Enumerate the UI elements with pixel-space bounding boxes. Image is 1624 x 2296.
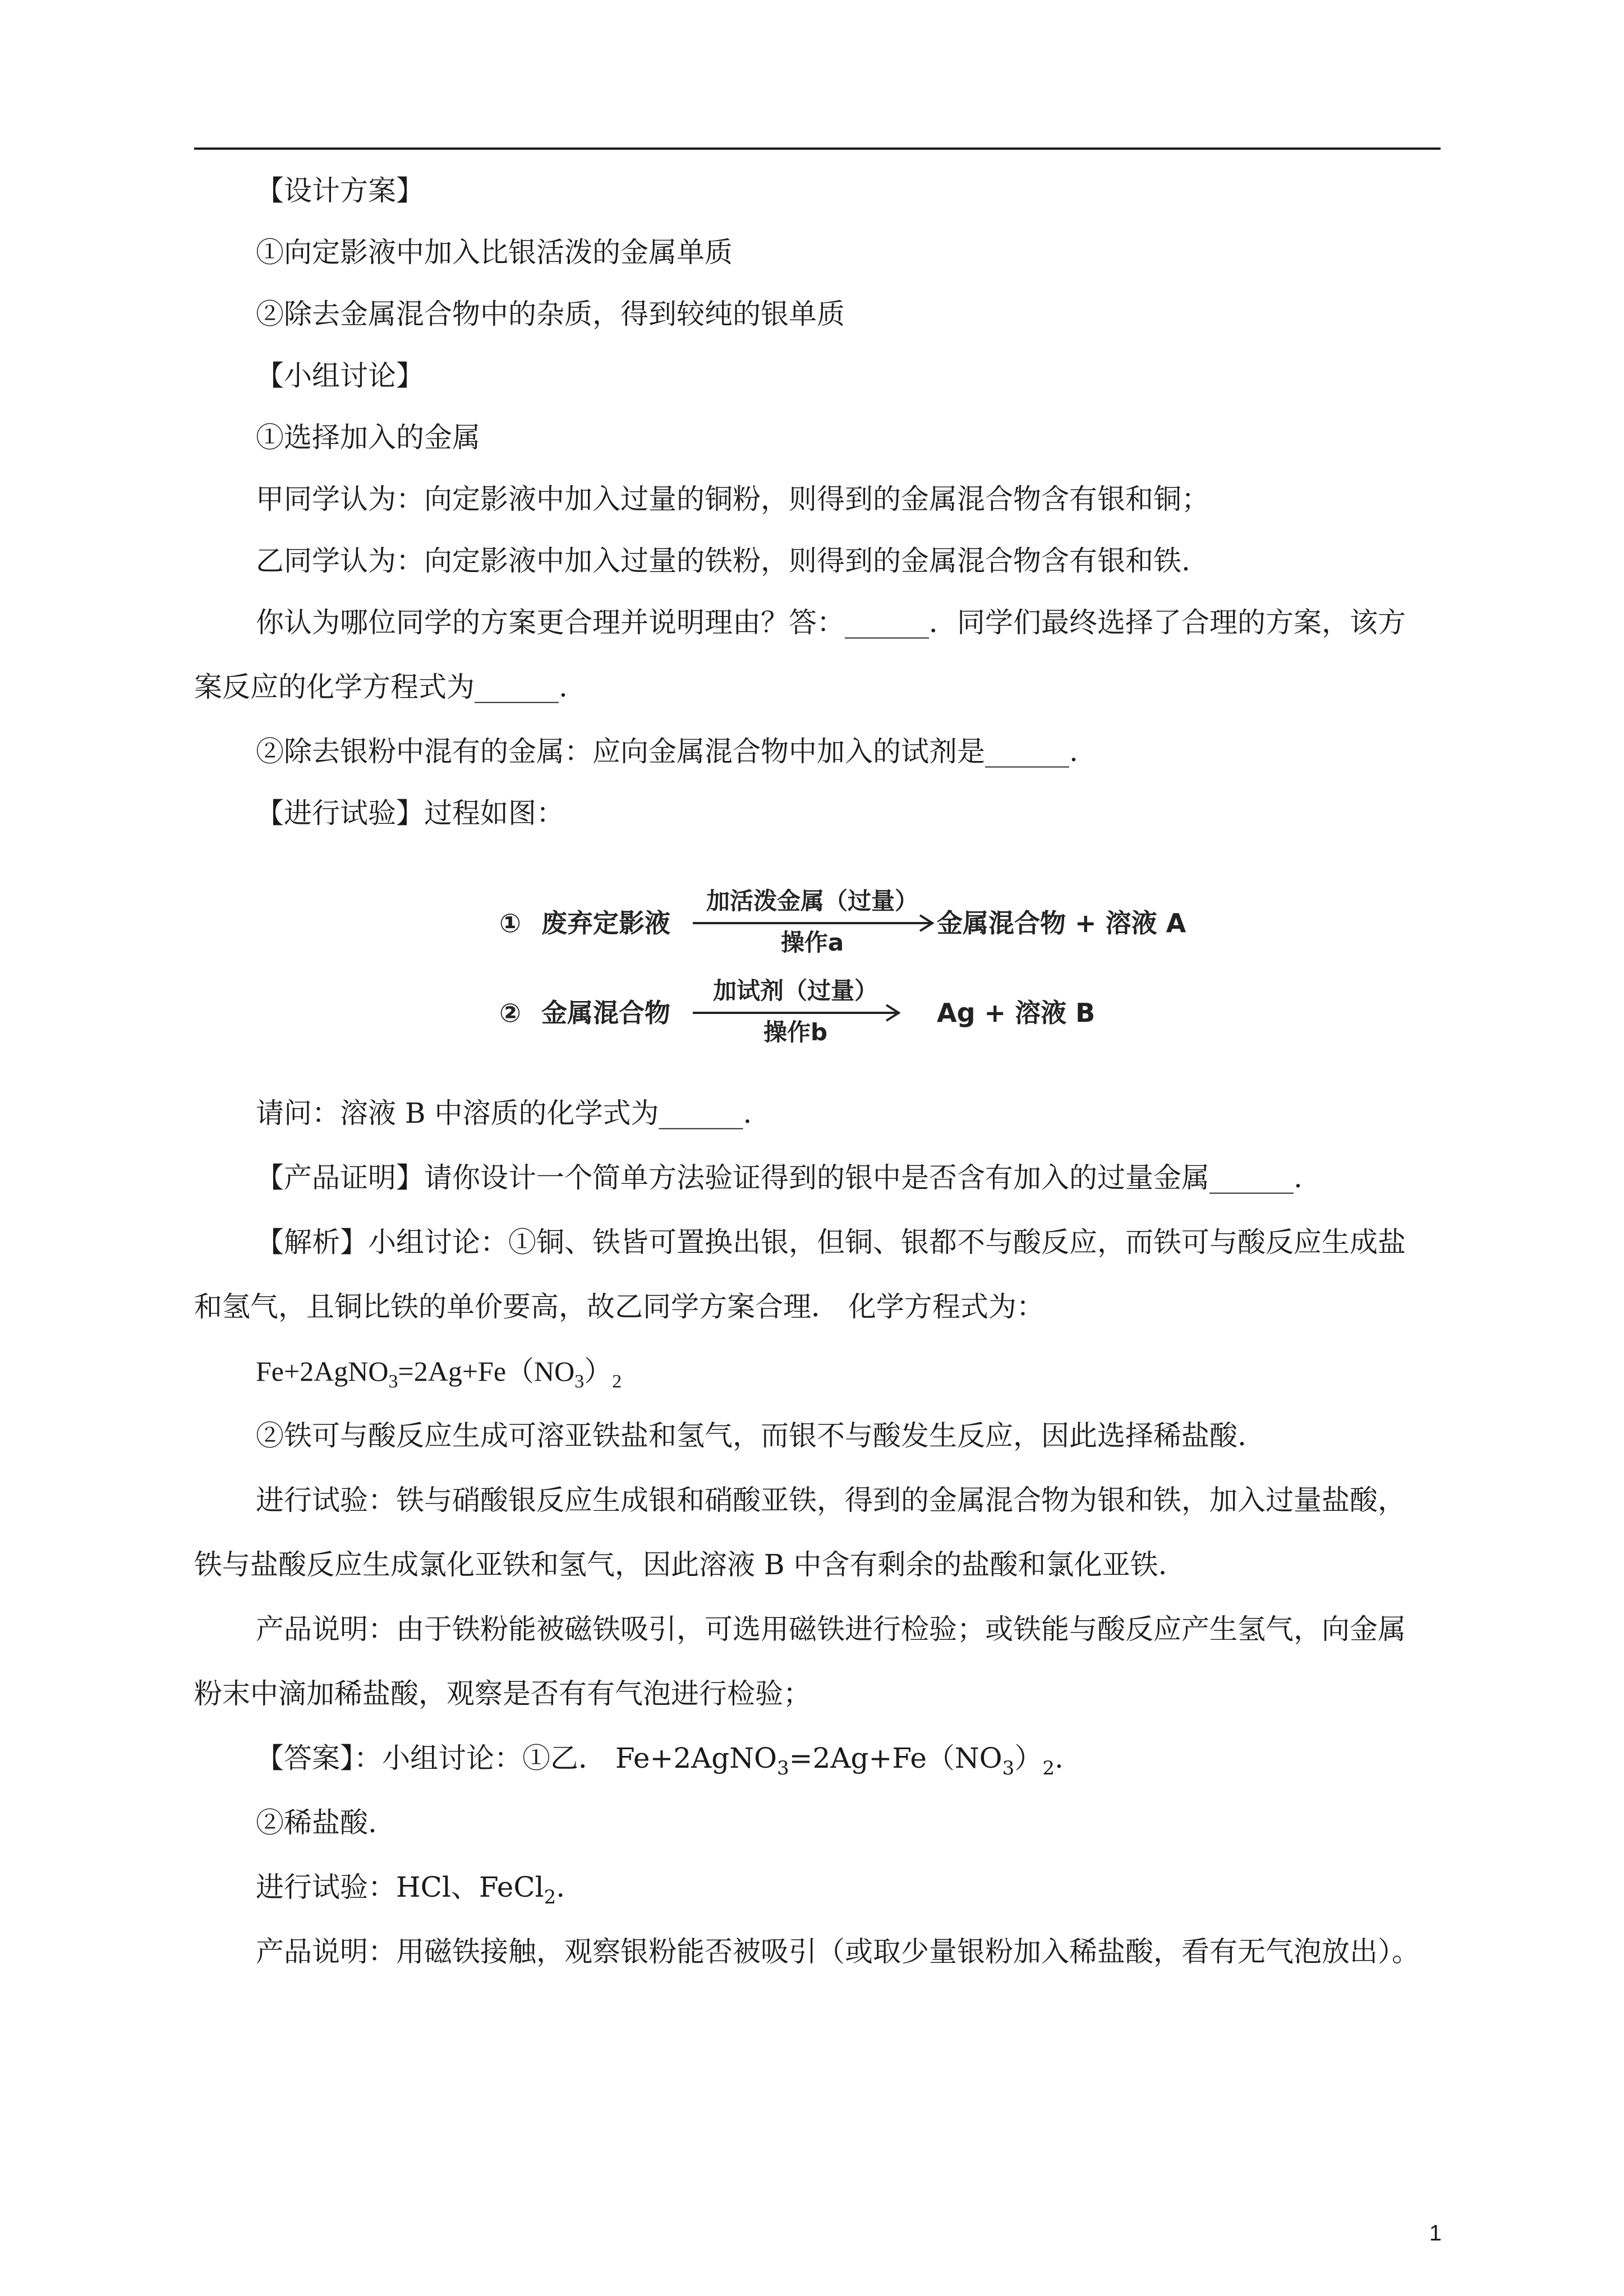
- answer-close: ）: [1014, 1742, 1043, 1774]
- answer-sub-3: 2: [1042, 1757, 1055, 1779]
- eq-sub-2: 3: [574, 1371, 585, 1392]
- analysis-acid: ②铁可与酸反应生成可溶亚铁盐和氢气，而银不与酸发生反应，因此选择稀盐酸.: [256, 1419, 1246, 1452]
- solution-b-question: 请问：溶液 B 中溶质的化学式为______.: [256, 1097, 752, 1129]
- question-line-1: 你认为哪位同学的方案更合理并说明理由？答：______．同学们最终选择了合理的方案，该方: [256, 606, 1406, 639]
- design-heading: 【设计方案】: [256, 174, 424, 207]
- row2-above: 加试剂（过量）: [712, 977, 878, 1004]
- eq-part-b: =2Ag+Fe（NO: [398, 1356, 575, 1387]
- answer-sub-1: 3: [777, 1757, 789, 1779]
- analysis-prod-2: 粉末中滴加稀盐酸，观察是否有有气泡进行检验；: [194, 1677, 811, 1710]
- analysis-line-1: 【解析】小组讨论：①铜、铁皆可置换出银，但铜、银都不与酸反应，而铁可与酸反应生成盐: [256, 1226, 1406, 1258]
- discussion-sub-2: ②除去银粉中混有的金属：应向金属混合物中加入的试剂是______.: [256, 735, 1078, 768]
- answer-3-end: .: [556, 1871, 565, 1903]
- row2-number: ②: [499, 998, 521, 1028]
- analysis-prod-1: 产品说明：由于铁粉能被磁铁吸引，可选用磁铁进行检验；或铁能与酸反应产生氢气，向金属: [256, 1613, 1406, 1645]
- process-diagram: [494, 879, 1200, 1048]
- eq-sub-3: 2: [612, 1371, 622, 1392]
- design-step-1: ①向定影液中加入比银活泼的金属单质: [256, 236, 733, 269]
- eq-part-c: ）: [584, 1356, 613, 1387]
- row2-below: 操作b: [763, 1018, 828, 1046]
- row1-result: 金属混合物 + 溶液 A: [937, 908, 1186, 938]
- answer-mid: =2Ag+Fe（NO: [789, 1742, 1002, 1774]
- answer-sub-2: 3: [1002, 1757, 1015, 1779]
- analysis-equation: [256, 1354, 1441, 1399]
- answer-line-3: [256, 1870, 1441, 1914]
- row1-number: ①: [499, 908, 521, 938]
- row1-above: 加活泼金属（过量）: [706, 887, 918, 915]
- analysis-exp-2: 铁与盐酸反应生成氯化亚铁和氢气，因此溶液 B 中含有剩余的盐酸和氯化亚铁.: [194, 1548, 1167, 1581]
- answer-line-2: ②稀盐酸.: [256, 1806, 377, 1839]
- row2-result: Ag + 溶液 B: [937, 998, 1096, 1028]
- answer-line-1: [256, 1741, 1441, 1785]
- analysis-line-2: 和氢气，且铜比铁的单价要高，故乙同学方案合理． 化学方程式为：: [194, 1290, 1045, 1323]
- answer-3-pre: 进行试验：HCl、FeCl: [256, 1871, 544, 1903]
- eq-part-a: Fe+2AgNO: [256, 1356, 389, 1387]
- design-step-2: ②除去金属混合物中的杂质，得到较纯的银单质: [256, 298, 845, 330]
- page-number: 1: [1429, 2221, 1442, 2246]
- answer-line-4: 产品说明：用磁铁接触，观察银粉能否被吸引（或取少量银粉加入稀盐酸，看有无气泡放出）。: [256, 1935, 1420, 1968]
- analysis-exp-1: 进行试验：铁与硝酸银反应生成银和硝酸亚铁，得到的金属混合物为银和铁，加入过量盐酸，: [256, 1484, 1406, 1516]
- product-proof: 【产品证明】请你设计一个简单方法验证得到的银中是否含有加入的过量金属______.: [256, 1161, 1303, 1194]
- answer-3-sub: 2: [544, 1886, 556, 1908]
- answer-end: .: [1054, 1742, 1064, 1774]
- header-rule: [194, 147, 1441, 150]
- row1-start: 废弃定影液: [541, 908, 670, 938]
- opinion-yi: 乙同学认为：向定影液中加入过量的铁粉，则得到的金属混合物含有银和铁.: [256, 545, 1190, 577]
- row2-start: 金属混合物: [541, 998, 670, 1028]
- discussion-heading: 【小组讨论】: [256, 359, 424, 392]
- eq-sub-1: 3: [388, 1371, 398, 1392]
- question-line-2: 案反应的化学方程式为______.: [194, 671, 568, 703]
- row1-below: 操作a: [780, 929, 844, 956]
- experiment-heading: 【进行试验】过程如图：: [256, 797, 564, 829]
- discussion-sub-1: ①选择加入的金属: [256, 421, 480, 454]
- answer-pre: 【答案】：小组讨论：①乙． Fe+2AgNO: [256, 1742, 778, 1774]
- opinion-jia: 甲同学认为：向定影液中加入过量的铜粉，则得到的金属混合物含有银和铜；: [256, 483, 1209, 515]
